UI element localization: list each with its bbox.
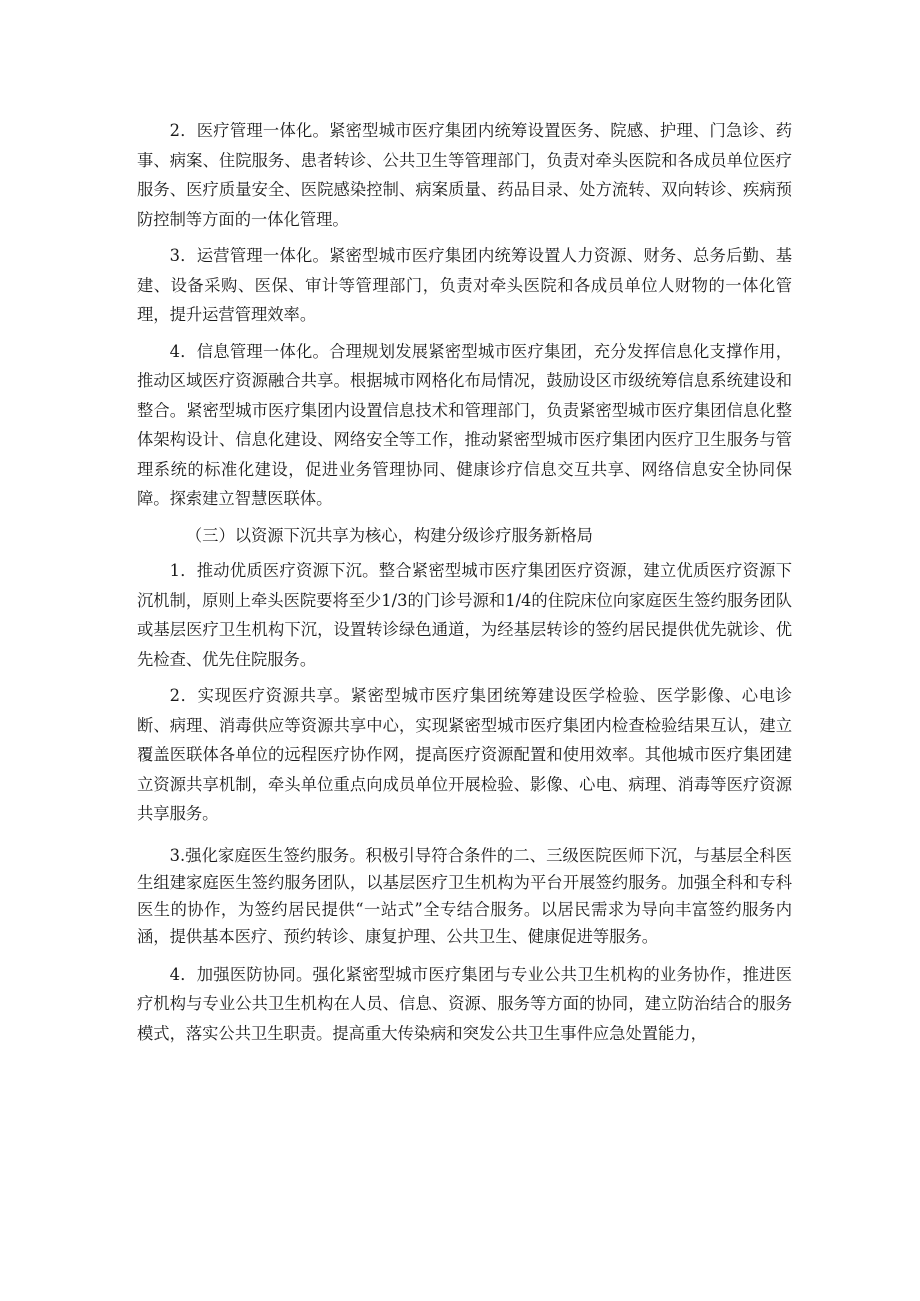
paragraph-information-management: 4．信息管理一体化。合理规划发展紧密型城市医疗集团，充分发挥信息化支撑作用，推动区域医疗资源融合共享。根据城市网格化布局情况，鼓励设区市级统筹信息系统建设和整合。紧密型城市医疗集团内设置信息技术和管理部门，负责紧密型城市医疗集团信息化整体架构设计、信息化建设、网络安全等工作，推动紧密型城市医疗集团内医疗卫生服务与管理系统的标准化建设，促进业务管理协同、健康诊疗信息交互共享、网络信息安全协同保障。探索建立智慧医联体。: [137, 341, 792, 508]
paragraph-resource-sinking: 1．推动优质医疗资源下沉。整合紧密型城市医疗集团医疗资源，建立优质医疗资源下沉机制，原则上牵头医院要将至少1/3的门诊号源和1/4的住院床位向家庭医生签约服务团队或基层医疗卫生机构下沉，设置转诊绿色通道，为经基层转诊的签约居民提供优先就诊、优先检查、优先住院服务。: [137, 561, 792, 669]
paragraph-operations-management: 3．运营管理一体化。紧密型城市医疗集团内统筹设置人力资源、财务、总务后勤、基建、设备采购、医保、审计等管理部门，负责对牵头医院和各成员单位人财物的一体化管理，提升运营管理效率。: [137, 246, 792, 324]
paragraph-medical-management: 2．医疗管理一体化。紧密型城市医疗集团内统筹设置医务、院感、护理、门急诊、药事、病案、住院服务、患者转诊、公共卫生等管理部门，负责对牵头医院和各成员单位医疗服务、医疗质量安全、医院感染控制、病案质量、药品目录、处方流转、双向转诊、疾病预防控制等方面的一体化管理。: [137, 121, 792, 229]
paragraph-resource-sharing: 2．实现医疗资源共享。紧密型城市医疗集团统筹建设医学检验、医学影像、心电诊断、病理、消毒供应等资源共享中心，实现紧密型城市医疗集团内检查检验结果互认，建立覆盖医联体各单位的远程医疗协作网，提高医疗资源配置和使用效率。其他城市医疗集团建立资源共享机制，牵头单位重点向成员单位开展检验、影像、心电、病理、消毒等医疗资源共享服务。: [137, 686, 792, 823]
paragraph-family-doctor: 3.强化家庭医生签约服务。积极引导符合条件的二、三级医院医师下沉，与基层全科医生组建家庭医生签约服务团队，以基层医疗卫生机构为平台开展签约服务。加强全科和专科医生的协作，为签约居民提供“一站式”全专结合服务。以居民需求为导向丰富签约服务内涵，提供基本医疗、预约转诊、康复护理、公共卫生、健康促进等服务。: [137, 845, 792, 946]
document-body: [137, 116, 792, 1055]
section-heading-resource-sharing: （三）以资源下沉共享为核心，构建分级诊疗服务新格局: [185, 525, 593, 545]
paragraph-medical-prevention: 4．加强医防协同。强化紧密型城市医疗集团与专业公共卫生机构的业务协作，推进医疗机构与专业公共卫生机构在人员、信息、资源、服务等方面的协同，建立防治结合的服务模式，落实公共卫生职责。提高重大传染病和突发公共卫生事件应急处置能力，: [137, 964, 792, 1043]
